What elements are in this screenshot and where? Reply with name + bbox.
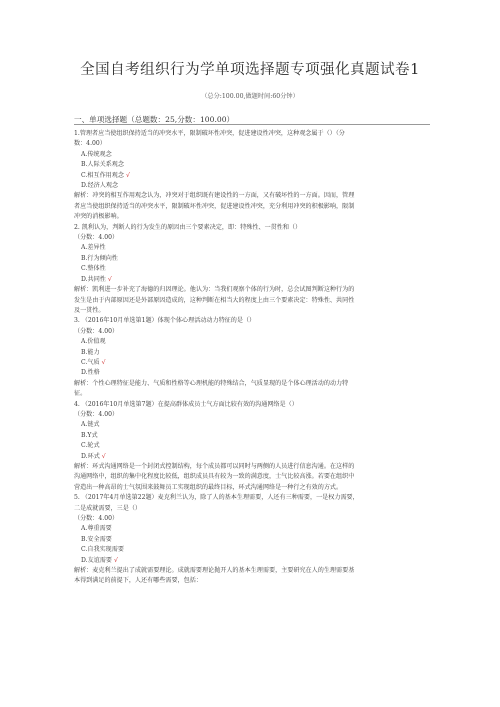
analysis-line: 解析：环式沟通网络是一个封闭式控制结构，每个成员都可以同时与两侧的人员进行信息沟通。在这样的 bbox=[74, 463, 355, 470]
analysis-line: 发生是由于内部原因还是外部原因造成的，这种判断在相当大的程度上由三个要素决定：特殊性、共同性 bbox=[74, 296, 355, 304]
answer-option bbox=[74, 545, 430, 555]
analysis-line: 及一贯性。 bbox=[74, 306, 105, 314]
answer-option bbox=[74, 160, 430, 170]
analysis-line: 冲突的消极影响。 bbox=[74, 213, 123, 221]
answer-option bbox=[74, 150, 430, 160]
answer-option-label: B.人际关系观念 bbox=[81, 161, 124, 169]
answer-option bbox=[74, 431, 430, 441]
answer-option-label: B.Y式 bbox=[81, 431, 98, 439]
question-stem-line: （分数：4.00） bbox=[74, 515, 119, 523]
question-block bbox=[74, 223, 430, 317]
answer-option bbox=[74, 348, 430, 358]
question-stem-line: 1.管理者应当使组织保持适当的冲突水平，限制破坏性冲突，促进建设性冲突，这种观念属于（）（分 bbox=[74, 130, 345, 137]
question-stem-line: （分数：4.00） bbox=[74, 410, 119, 418]
analysis-line: 解析：凯利进一步补充了海德的归因理论。他认为：当我们观察个体的行为时，总会试图判断这种行为的 bbox=[74, 286, 355, 294]
analysis-line: 者应当使组织保持适当的冲突水平，限制破坏性冲突，促进建设性冲突，充分利用冲突的积极影响，限制 bbox=[74, 202, 355, 210]
correct-check-icon: √ bbox=[113, 556, 118, 564]
question-block bbox=[74, 129, 430, 223]
answer-option bbox=[74, 368, 430, 378]
answer-option bbox=[74, 535, 430, 545]
answer-option bbox=[74, 254, 430, 264]
answer-option-label: A.尊重需要 bbox=[81, 525, 112, 533]
answer-option bbox=[74, 171, 430, 181]
answer-option bbox=[74, 452, 430, 462]
question-stem-line: 数：4.00） bbox=[74, 140, 106, 148]
answer-option bbox=[74, 441, 430, 451]
answer-option-label: D.共同性 bbox=[81, 275, 106, 283]
answer-option-label: C.气质 bbox=[81, 358, 100, 366]
page-title: 全国自考组织行为学单项选择题专项强化真题试卷1 bbox=[80, 62, 420, 78]
question-block bbox=[74, 316, 430, 399]
correct-check-icon: √ bbox=[101, 358, 106, 366]
analysis-line: 本得到满足的前提下，人还有哪些需要，包括： bbox=[74, 577, 202, 585]
answer-option bbox=[74, 275, 430, 285]
answer-option bbox=[74, 556, 430, 566]
answer-option bbox=[74, 181, 430, 191]
answer-option-label: B.行为倾向性 bbox=[81, 254, 118, 262]
answer-option-label: D.经济人观念 bbox=[81, 182, 119, 190]
answer-option bbox=[74, 337, 430, 347]
answer-option-label: C.轮式 bbox=[81, 442, 100, 450]
question-block bbox=[74, 493, 430, 587]
correct-check-icon: √ bbox=[107, 275, 112, 283]
question-stem-line: （分数：4.00） bbox=[74, 327, 119, 335]
answer-option-label: A.链式 bbox=[81, 421, 100, 429]
question-list bbox=[74, 129, 430, 587]
analysis-line: 解析：个性心理特征是能力、气质和性格等心理机能的特殊结合，气质显现的是个体心理活动的动力特 bbox=[74, 379, 349, 387]
question-stem-line: 4. （2016年10月单选第7题）在提高群体成员士气方面比较有效的沟通网络是（） bbox=[74, 400, 298, 408]
answer-option-label: D.性格 bbox=[81, 369, 100, 377]
answer-option-label: C.相互作用观念 bbox=[81, 171, 124, 179]
answer-option-label: C.整体性 bbox=[81, 265, 106, 273]
correct-check-icon: √ bbox=[125, 171, 130, 179]
answer-option bbox=[74, 243, 430, 253]
exam-meta: （总分:100.00,做题时间:60分钟） bbox=[201, 93, 299, 100]
answer-option-label: D.友谊需要 bbox=[81, 556, 112, 564]
answer-option bbox=[74, 358, 430, 368]
question-block bbox=[74, 400, 430, 494]
question-stem-line: 3. （2016年10月单选第1题）体现个体心理活动动力特征的是（） bbox=[74, 317, 256, 325]
question-stem-line: 二是成就需要，三是（） bbox=[74, 504, 142, 512]
answer-option-label: A.传统观念 bbox=[81, 150, 112, 158]
analysis-line: 解析：冲突的相互作用观念认为，冲突对于组织既有建设性的一方面，又有破坏性的一方面。因而，管理 bbox=[74, 192, 355, 200]
analysis-line: 征。 bbox=[74, 390, 87, 398]
answer-option-label: D.环式 bbox=[81, 452, 100, 460]
section-heading: 一、单项选择题（总题数：25,分数：100.00） bbox=[74, 115, 235, 124]
correct-check-icon: √ bbox=[101, 452, 106, 460]
question-stem-line: （分数：4.00） bbox=[74, 234, 119, 242]
answer-option-label: C.自我实现需要 bbox=[81, 546, 124, 554]
answer-option-label: A.差异性 bbox=[81, 244, 106, 252]
analysis-line: 沟通网络中，组织的集中化程度比较低，组织成员具有较为一致的满意度，士气比较高涨。若要在组织中 bbox=[74, 473, 355, 481]
answer-option-label: A.价值观 bbox=[81, 338, 106, 346]
answer-option bbox=[74, 264, 430, 274]
answer-option bbox=[74, 420, 430, 430]
analysis-line: 营造出一种高昂的士气氛围来鼓舞员工实现组织的最终目标，环式沟通网络是一种行之有效的方式。 bbox=[74, 483, 343, 491]
section-divider bbox=[74, 124, 430, 125]
answer-option-label: B.安全需要 bbox=[81, 535, 112, 543]
answer-option bbox=[74, 524, 430, 534]
answer-option-label: B.能力 bbox=[81, 348, 100, 356]
question-stem-line: 5. （2017年4月单选第22题）麦克利兰认为，除了人的基本生理需要，人还有三种需要，一是权力需要， bbox=[74, 494, 359, 502]
question-stem-line: 2. 凯利认为，判断人的行为发生的原因由三个要素决定，即：特殊性、一贯性和（） bbox=[74, 223, 302, 231]
analysis-line: 解析：麦克利兰提出了成就需要理论。成就需要理论抛开人的基本生理需要，主要研究在人的生理需要基 bbox=[74, 567, 355, 575]
